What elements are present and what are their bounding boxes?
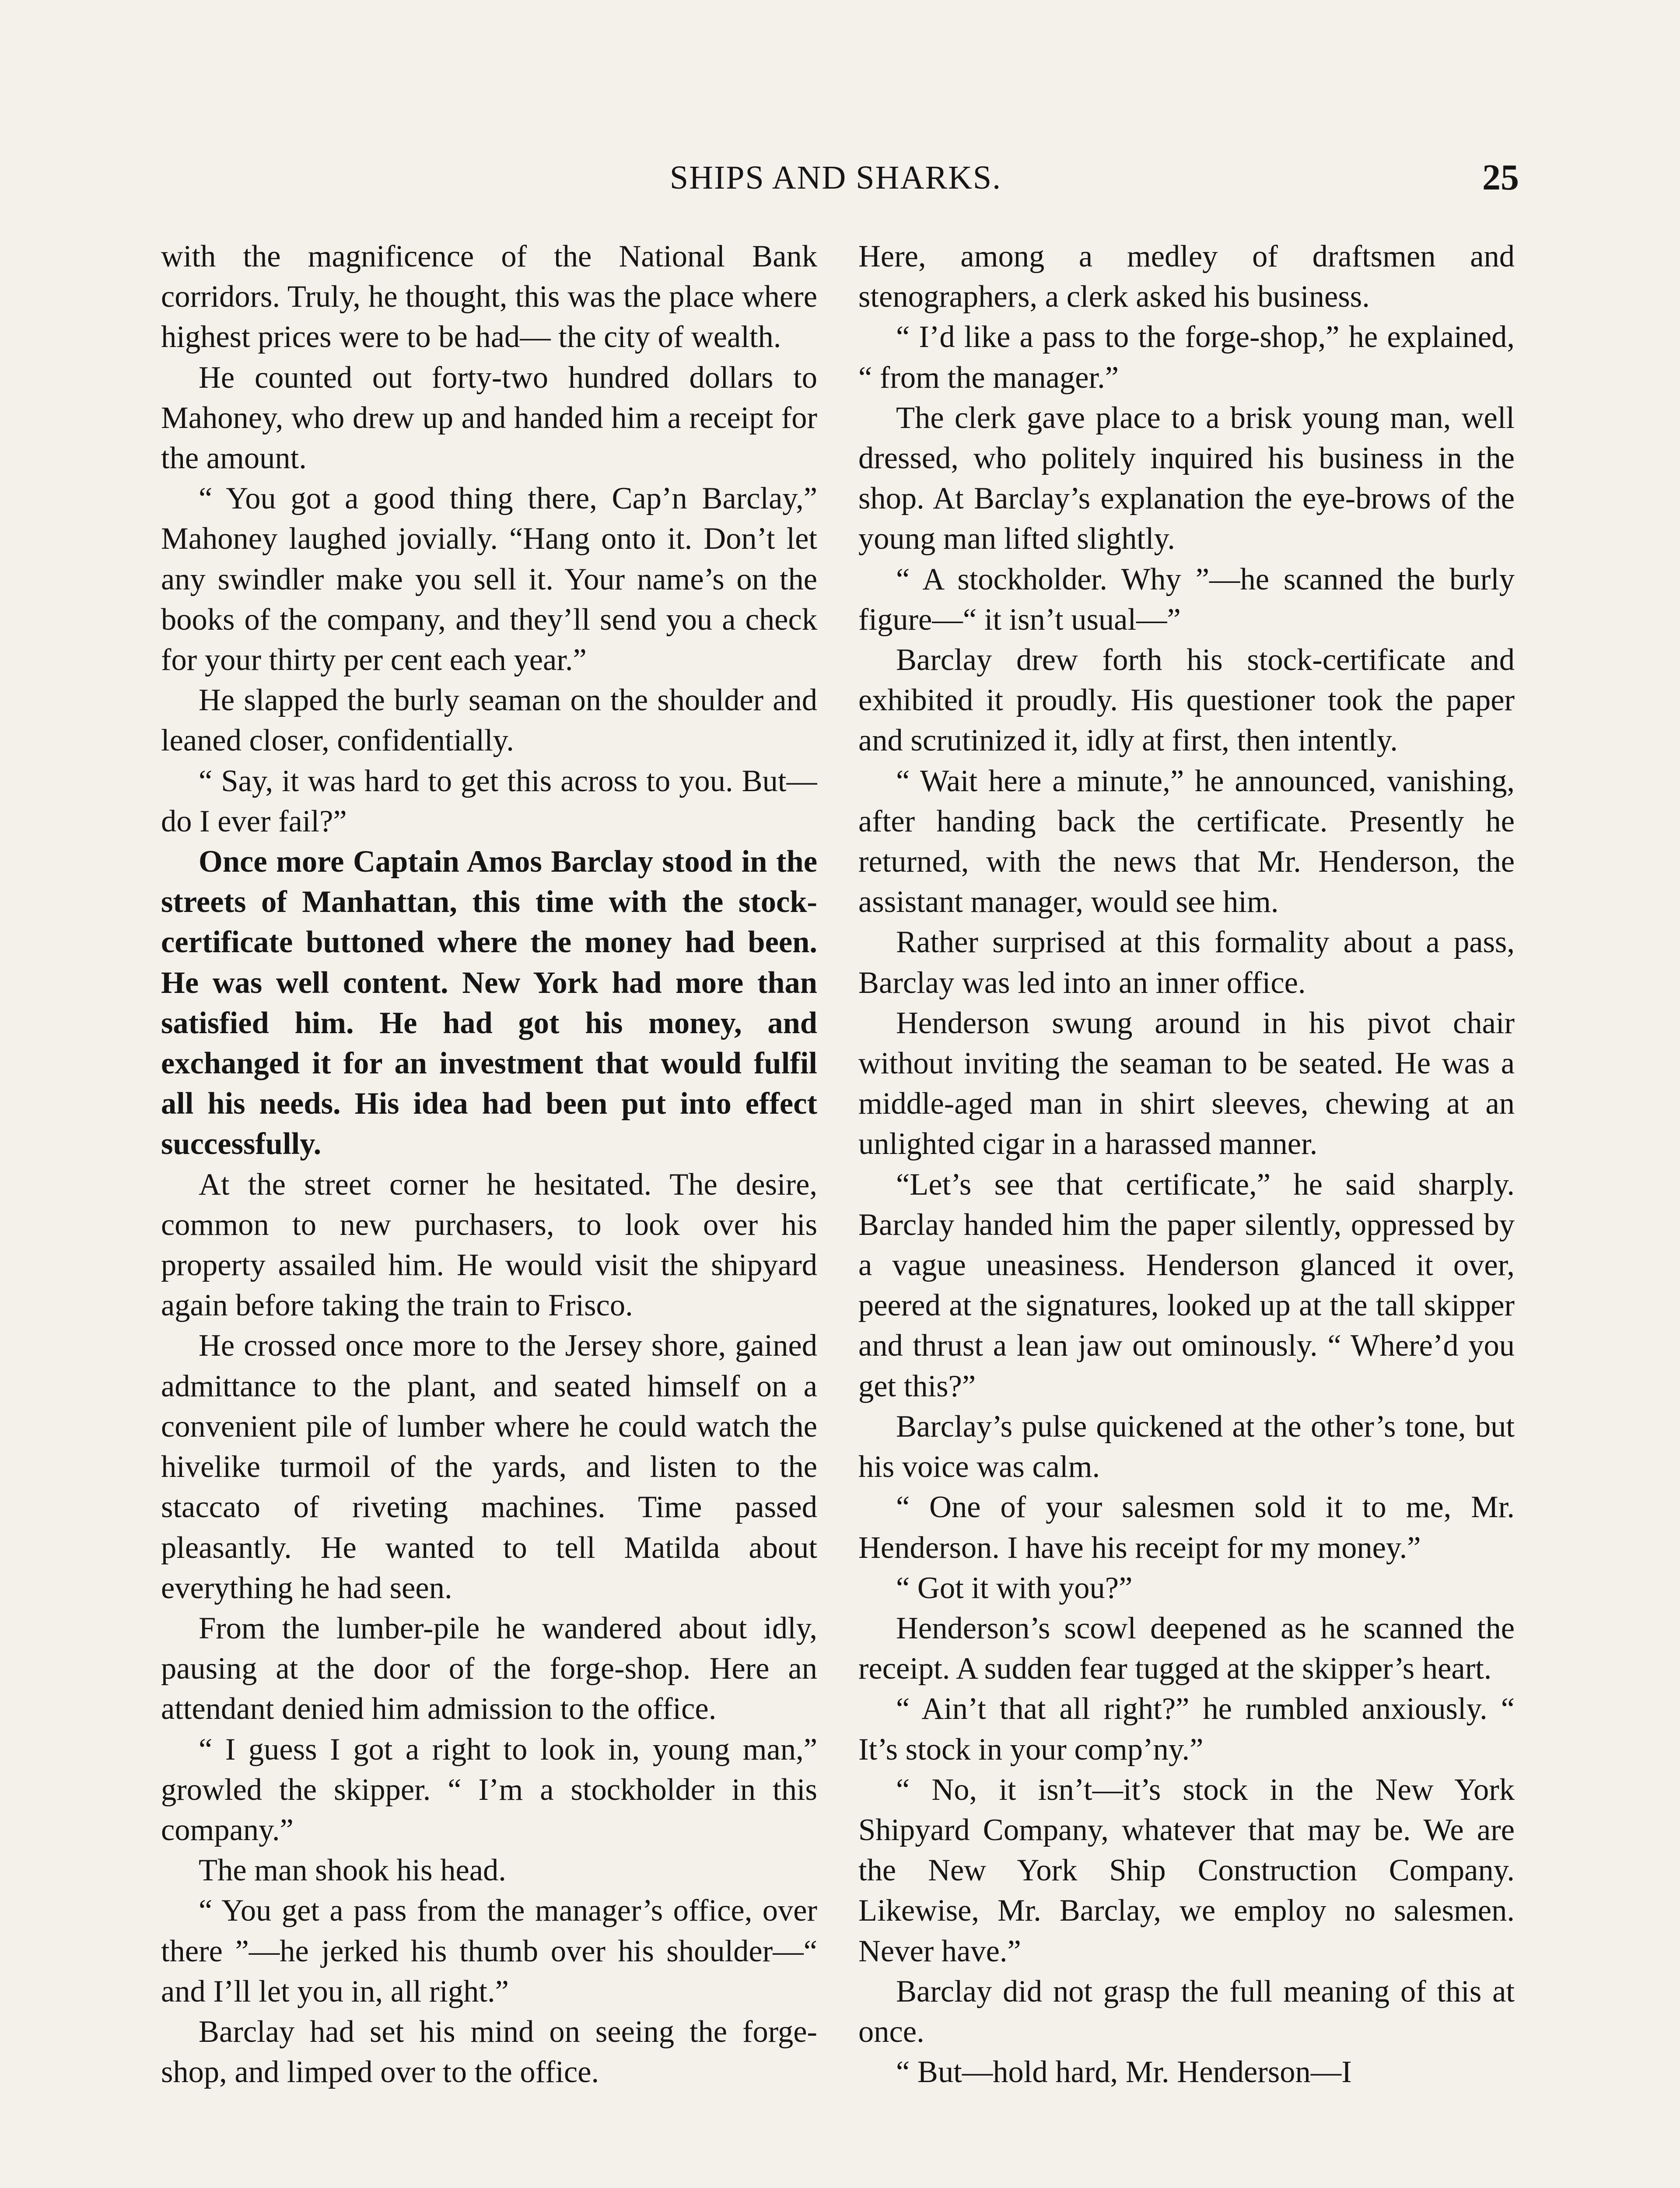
paragraph: Barclay drew forth his stock-certificate and exhibited it proudly. His questioner took the paper and scrutinized it, idly at first, then intently. — [858, 643, 1515, 758]
paragraph: “ You got a good thing there, Cap’n Barclay,” Mahoney laughed jovially. “Hang onto it. Don’t let any swindler make you sell it. Your name’s on the books of the company, and they’ll send you a check for your thirty per cent each year.” — [161, 481, 817, 677]
paragraph: “ A stockholder. Why ”—he scanned the burly figure—“ it isn’t usual—” — [858, 562, 1515, 637]
running-title: SHIPS AND SHARKS. — [669, 159, 1002, 196]
paragraph: Barclay’s pulse quickened at the other’s tone, but his voice was calm. — [858, 1409, 1515, 1484]
paragraph: Barclay did not grasp the full meaning of this at once. — [858, 1974, 1515, 2049]
paragraph: “ No, it isn’t—it’s stock in the New York Shipyard Company, whatever that may be. We are the New York Ship Construction Company. Likewise, Mr. Barclay, we employ no salesmen. Never have.” — [858, 1772, 1515, 1968]
paragraph: “ I’d like a pass to the forge-shop,” he explained, “ from the manager.” — [858, 320, 1515, 395]
paragraph: with the magnificence of the National Bank corridors. Truly, he thought, this was the place where highest prices were to be had— the city of wealth. — [161, 239, 817, 354]
paragraph: “ Ain’t that all right?” he rumbled anxiously. “ It’s stock in your comp’ny.” — [858, 1692, 1515, 1767]
paragraph: “ You get a pass from the manager’s office, over there ”—he jerked his thumb over his shoulder—“ and I’ll let you in, all right.” — [161, 1893, 817, 2009]
paragraph: Rather surprised at this formality about a pass, Barclay was led into an inner office. — [858, 925, 1515, 1000]
paragraph: “ But—hold hard, Mr. Henderson—I — [896, 2055, 1352, 2090]
paragraph: The man shook his head. — [199, 1853, 506, 1888]
page-number: 25 — [1482, 157, 1519, 198]
paragraph: At the street corner he hesitated. The desire, common to new purchasers, to look over his property assailed him. He would visit the shipyard again before taking the train to Frisco. — [161, 1167, 817, 1323]
paragraph: Here, among a medley of draftsmen and stenographers, a clerk asked his business. — [858, 239, 1515, 314]
paragraph: From the lumber-pile he wandered about idly, pausing at the door of the forge-shop. Here an attendant denied him admission to the office. — [161, 1611, 817, 1726]
paragraph: “Let’s see that certificate,” he said sharply. Barclay handed him the paper silently, oppressed by a vague uneasiness. Henderson glanced it over, peered at the signatures, looked up at the tall skipper and thrust a lean jaw out ominously. “ Where’d you get this?” — [858, 1167, 1515, 1403]
paragraph: He counted out forty-two hundred dollars to Mahoney, who drew up and handed him a receipt for the amount. — [161, 360, 817, 476]
paragraph: “ Got it with you?” — [896, 1571, 1133, 1605]
paragraph: The clerk gave place to a brisk young man, well dressed, who politely inquired his business in the shop. At Barclay’s explanation the eye-brows of the young man lifted slightly. — [858, 400, 1515, 556]
paragraph: “ Say, it was hard to get this across to you. But—do I ever fail?” — [161, 764, 817, 838]
paragraph: He slapped the burly seaman on the shoulder and leaned closer, confidentially. — [161, 683, 817, 758]
paragraph: “ Wait here a minute,” he announced, vanishing, after handing back the certificate. Presently he returned, with the news that Mr. Henderson, the assistant manager, would see him. — [858, 764, 1515, 919]
paragraph: Henderson swung around in his pivot chair without inviting the seaman to be seated. He was a middle-aged man in shirt sleeves, chewing at an unlighted cigar in a harassed manner. — [858, 1006, 1515, 1161]
paragraph: “ One of your salesmen sold it to me, Mr. Henderson. I have his receipt for my money.” — [858, 1490, 1515, 1565]
paragraph: Once more Captain Amos Barclay stood in the streets of Manhattan, this time with the stock-certificate buttoned where the money had been. He was well content. New York had more than satisfied him. He had got his money, and exchanged it for an investment that would fulfil all his needs. His idea had been put into effect successfully. — [161, 845, 817, 1161]
paragraph: Barclay had set his mind on seeing the forge-shop, and limped over to the office. — [161, 2014, 817, 2090]
left-column — [161, 236, 817, 2188]
paragraph: He crossed once more to the Jersey shore, gained admittance to the plant, and seated himself on a convenient pile of lumber where he could watch the hivelike turmoil of the yards, and listen to the staccato of riveting machines. Time passed pleasantly. He wanted to tell Matilda about everything he had seen. — [161, 1329, 817, 1605]
right-column — [858, 236, 1515, 2188]
page-header — [158, 156, 1519, 204]
paragraph: “ I guess I got a right to look in, young man,” growled the skipper. “ I’m a stockholder in this company.” — [161, 1732, 817, 1847]
paragraph: Henderson’s scowl deepened as he scanned the receipt. A sudden fear tugged at the skipper’s heart. — [858, 1611, 1515, 1686]
